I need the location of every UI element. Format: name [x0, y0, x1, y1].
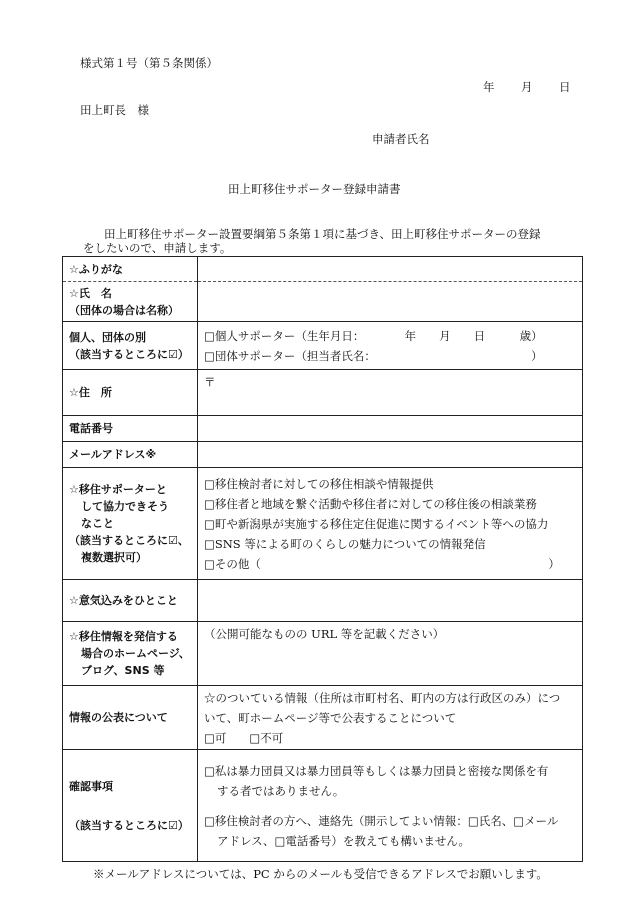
label-cooperation: ☆移住サポーターと して協力できそう なこと （該当するところに☑、 複数選択可） — [63, 468, 198, 580]
label-phone: 電話番号 — [63, 416, 198, 442]
row-type — [63, 322, 583, 370]
application-form-table — [62, 256, 583, 862]
field-motivation[interactable] — [198, 580, 583, 622]
row-address — [63, 370, 583, 416]
coop-option-consult[interactable]: □移住検討者に対しての移住相談や情報提供 — [204, 476, 434, 491]
row-confirm — [63, 750, 583, 862]
row-cooperation — [63, 468, 583, 580]
field-type — [198, 322, 583, 370]
row-phone — [63, 416, 583, 442]
date-year: 年 — [483, 80, 495, 94]
row-motivation — [63, 580, 583, 622]
footnote: ※メールアドレスについては、PC からのメールも受信できるアドレスでお願いします。 — [93, 867, 548, 881]
confirm-no-gang-checkbox[interactable]: □私は暴力団員又は暴力団員等もしくは暴力団員と密接な関係を有 — [204, 763, 549, 778]
row-name — [63, 282, 583, 322]
field-phone[interactable] — [198, 416, 583, 442]
field-name[interactable] — [198, 282, 583, 322]
label-website: ☆移住情報を発信する 場合のホームページ、 ブログ、SNS 等 — [63, 622, 198, 686]
form-number: 様式第１号（第５条関係） — [80, 56, 218, 70]
field-website[interactable] — [198, 622, 583, 686]
label-motivation: ☆意気込みをひとこと — [63, 580, 198, 622]
label-type: 個人、団体の別 （該当するところに☑） — [63, 322, 198, 370]
coop-option-other[interactable]: □その他（ ） — [204, 556, 560, 571]
applicant-label: 申請者氏名 — [372, 132, 430, 146]
confirm-contact-checkbox[interactable]: □移住検討者の方へ、連絡先（開示してよい情報：□氏名、□メール — [204, 813, 559, 828]
field-address[interactable] — [198, 370, 583, 416]
intro-line-1: 田上町移住サポーター設置要綱第５条第１項に基づき、田上町移住サポーターの登録 — [104, 227, 541, 241]
addressee: 田上町長 様 — [80, 103, 149, 117]
coop-option-sns[interactable]: □SNS 等による町のくらしの魅力についての情報発信 — [204, 536, 486, 551]
label-name: ☆氏 名 （団体の場合は名称） — [63, 282, 198, 322]
website-note: （公開可能なものの URL 等を記載ください） — [204, 627, 445, 641]
date-month: 月 — [521, 80, 533, 94]
row-website — [63, 622, 583, 686]
field-cooperation — [198, 468, 583, 580]
intro-line-2: をしたいので、申請します。 — [83, 241, 232, 255]
field-publish — [198, 686, 583, 750]
page-title: 田上町移住サポーター登録申請書 — [228, 182, 401, 196]
row-publish — [63, 686, 583, 750]
field-confirm: □私は暴力団員又は暴力団員等もしくは暴力団員と密接な関係を有 する者ではありません。 □移住検討者の方へ、連絡先（開示してよい情報：□氏名、□メール アドレス、□電話番号）を教えても構いません。 — [198, 750, 583, 862]
row-furigana — [63, 257, 583, 282]
publish-text-1: ☆のついている情報（住所は市町村名、町内の方は行政区のみ）につ — [204, 690, 561, 705]
field-furigana[interactable] — [198, 257, 583, 282]
label-email: メールアドレス※ — [63, 442, 198, 468]
row-email — [63, 442, 583, 468]
label-confirm: 確認事項 （該当するところに☑） — [63, 750, 198, 862]
publish-options[interactable]: □可 □不可 — [204, 730, 284, 745]
date-day: 日 — [559, 80, 571, 94]
coop-option-community[interactable]: □移住者と地域を繋ぐ活動や移住者に対しての移住後の相談業務 — [204, 496, 537, 511]
label-furigana: ☆ふりがな — [63, 257, 198, 282]
publish-text-2: いて、町ホームページ等で公表することについて — [204, 710, 457, 725]
label-publish: 情報の公表について — [63, 686, 198, 750]
field-email[interactable] — [198, 442, 583, 468]
label-address: ☆住 所 — [63, 370, 198, 416]
postal-mark: 〒 — [204, 375, 216, 389]
coop-option-events[interactable]: □町や新潟県が実施する移住定住促進に関するイベント等への協力 — [204, 516, 549, 531]
type-individual-option[interactable]: □個人サポーター（生年月日： 年 月 日 歳） — [204, 328, 543, 343]
type-group-option[interactable]: □団体サポーター（担当者氏名： ） — [204, 348, 543, 363]
